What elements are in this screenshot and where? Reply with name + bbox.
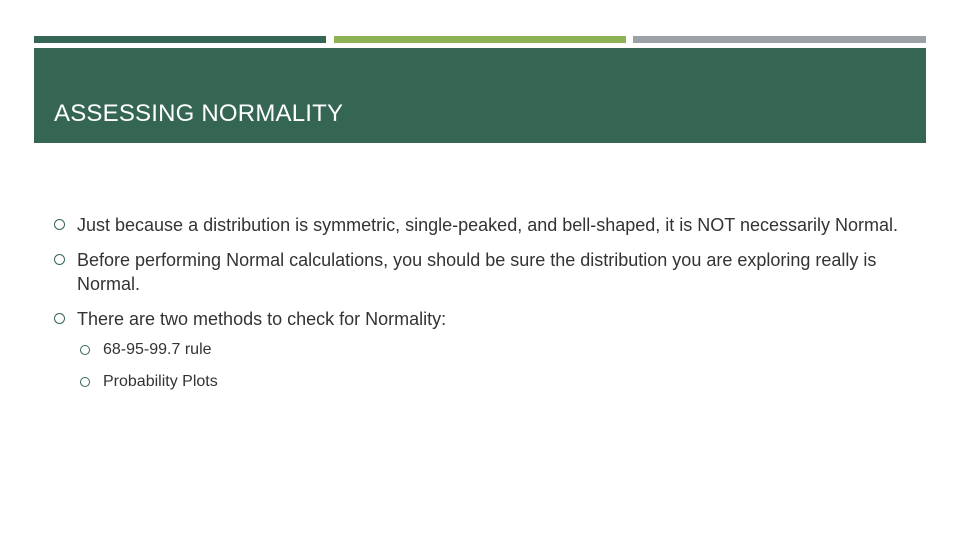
sub-bullet-item	[78, 372, 912, 392]
bullet-item	[52, 248, 912, 296]
accent-bar-light-green	[334, 36, 626, 43]
bullet-text: There are two methods to check for Normality:	[77, 309, 447, 329]
sub-bullet-list	[77, 340, 912, 392]
title-band	[34, 48, 926, 143]
circle-bullet-icon	[54, 219, 65, 230]
sub-bullet-item	[78, 340, 912, 360]
accent-bar-dark-green	[34, 36, 326, 43]
bullet-item	[52, 307, 912, 392]
bullet-list	[52, 213, 912, 404]
accent-bar-gray	[633, 36, 926, 43]
circle-bullet-icon	[54, 313, 65, 324]
circle-bullet-icon	[80, 345, 90, 355]
slide-title: ASSESSING NORMALITY	[54, 100, 344, 127]
bullet-text: Just because a distribution is symmetric, single-peaked, and bell-shaped, it is NOT necessarily Normal.	[77, 215, 899, 235]
sub-bullet-text: 68-95-99.7 rule	[103, 341, 212, 358]
sub-bullet-text: Probability Plots	[103, 373, 218, 390]
circle-bullet-icon	[80, 377, 90, 387]
bullet-text: Before performing Normal calculations, you should be sure the distribution you are exploring really is Normal.	[77, 250, 877, 294]
bullet-item	[52, 213, 912, 237]
circle-bullet-icon	[54, 254, 65, 265]
